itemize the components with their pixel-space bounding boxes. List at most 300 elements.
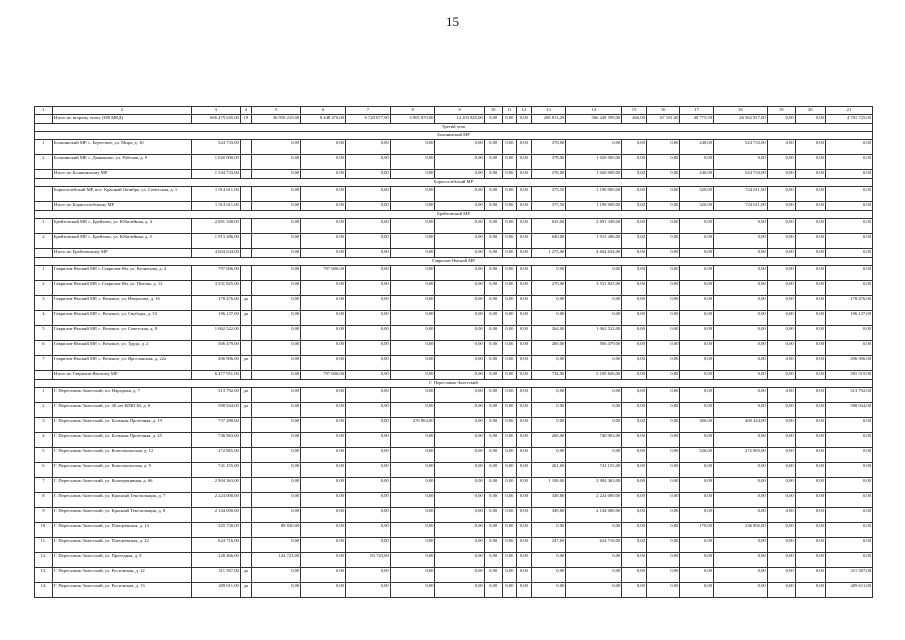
table-cell: 228 466,00	[191, 553, 240, 568]
table-cell: 0,00	[646, 140, 680, 155]
table-cell: 0,00	[714, 463, 768, 478]
table-cell: 0,00	[767, 281, 795, 296]
table-cell: 2	[35, 155, 53, 170]
table-cell: 0,00	[484, 140, 502, 155]
table-cell: 0,00	[795, 388, 825, 403]
address-cell: Г. Переславль-Залесский, пл. Народная, д. 7	[52, 388, 191, 403]
table-cell: 0,00	[484, 249, 502, 258]
table-cell: 0,00	[390, 448, 435, 463]
table-cell	[35, 187, 53, 202]
address-cell: Г. Переславль-Залесский, ул. Красный Текстильщик, д. 8	[52, 508, 191, 523]
table-cell: 2	[35, 281, 53, 296]
table-cell: 0,00	[435, 568, 484, 583]
table-cell: 0,00	[714, 553, 768, 568]
table-cell: 0,00	[301, 155, 346, 170]
table-cell: 0,00	[680, 296, 714, 311]
table-row	[35, 155, 873, 170]
table-cell: 1 913 286,00	[566, 234, 622, 249]
table-cell: 0,00	[301, 249, 346, 258]
table-cell: 0,00	[252, 493, 301, 508]
address-cell: Брейтовский МР, с. Брейтово, ул. Юбилейная, д. 5	[52, 234, 191, 249]
table-cell: 6	[35, 341, 53, 356]
table-cell: 0,00	[484, 433, 502, 448]
table-cell: 0,00	[795, 311, 825, 326]
table-cell: 0,00	[517, 170, 532, 179]
table-cell: 0,00	[714, 234, 768, 249]
table-cell: 0,00	[767, 356, 795, 371]
table-cell: 170,00	[680, 523, 714, 538]
table-cell: 0,00	[795, 219, 825, 234]
table-cell: 0,00	[435, 538, 484, 553]
table-cell: 0,00	[622, 266, 647, 281]
table-cell: 311 567,00	[191, 568, 240, 583]
table-cell: 0,00	[517, 583, 532, 598]
table-cell: 666 479 645,00	[191, 115, 240, 124]
address-cell: Итого по Гаврилов-Ямскому МР	[52, 371, 191, 380]
table-cell: 0,00	[484, 356, 502, 371]
table-cell: 1	[35, 140, 53, 155]
table-cell: 0,00	[502, 140, 517, 155]
table-cell	[35, 115, 53, 124]
table-cell: 0,00	[484, 371, 502, 380]
table-cell: 0,00	[301, 568, 346, 583]
table-cell: 0,00	[825, 266, 872, 281]
table-cell: 0,00	[301, 187, 346, 202]
table-cell: 0,00	[795, 115, 825, 124]
table-row	[35, 478, 873, 493]
table-cell: 0,00	[566, 568, 622, 583]
table-cell: 0,00	[252, 249, 301, 258]
table-row	[35, 311, 873, 326]
table-cell: 2 691 348,00	[566, 219, 622, 234]
table-cell: 0,00	[390, 356, 435, 371]
table-cell: 0,00	[345, 478, 390, 493]
table-cell: 0,00	[825, 463, 872, 478]
table-cell: 0,00	[345, 311, 390, 326]
table-cell: 200,00	[531, 341, 566, 356]
table-cell: 0,00	[484, 341, 502, 356]
table-cell: 0,00	[795, 266, 825, 281]
table-cell: 313 792,00	[191, 388, 240, 403]
table-cell: 0,00	[390, 493, 435, 508]
table-cell: 0,00	[345, 448, 390, 463]
table-cell: 0,00	[435, 493, 484, 508]
table-cell: 0,00	[517, 202, 532, 211]
section-title-row-label: Борисоглебский МР	[35, 179, 873, 187]
table-cell: 1	[35, 266, 53, 281]
table-cell: 0,00	[390, 326, 435, 341]
table-cell: 0,00	[767, 433, 795, 448]
table-cell: 11.	[35, 538, 53, 553]
table-cell: 0,00	[435, 508, 484, 523]
table-cell: 0,00	[252, 568, 301, 583]
table-cell: 741 155,00	[191, 463, 240, 478]
section-title-row	[35, 179, 873, 187]
table-cell	[240, 281, 251, 296]
table-cell: 0,00	[714, 249, 768, 258]
table-cell: 0,00	[345, 296, 390, 311]
table-cell: 0,00	[252, 140, 301, 155]
table-cell: 0,00	[484, 311, 502, 326]
table-cell: 0,00	[767, 249, 795, 258]
address-cell: Брейтовский МР, с. Брейтово, ул. Юбилейная, д. 4	[52, 219, 191, 234]
table-cell: 0,00	[622, 508, 647, 523]
table-cell: 0,00	[767, 388, 795, 403]
table-cell: 0,00	[566, 448, 622, 463]
table-cell: 0,00	[435, 371, 484, 380]
table-cell: 0,00	[435, 356, 484, 371]
table-cell: 0,00	[646, 234, 680, 249]
table-cell: 0,00	[566, 403, 622, 418]
table-cell	[35, 371, 53, 380]
table-cell: 0,00	[390, 568, 435, 583]
table-cell: 0,00	[566, 356, 622, 371]
table-cell: 0,00	[646, 219, 680, 234]
table-cell	[240, 463, 251, 478]
table-cell: 240,00	[680, 140, 714, 155]
table-cell: 0,00	[795, 433, 825, 448]
table-cell: 0,00	[252, 418, 301, 433]
table-row	[35, 493, 873, 508]
table-cell: 0,00	[517, 219, 532, 234]
table-cell: 0,00	[622, 463, 647, 478]
table-cell: 0,00	[517, 493, 532, 508]
table-cell: 0,00	[622, 583, 647, 598]
table-cell: 0,00	[301, 478, 346, 493]
table-cell	[240, 371, 251, 380]
table-cell: 0,00	[622, 523, 647, 538]
table-cell: 0,00	[390, 463, 435, 478]
table-cell: 0,00	[646, 463, 680, 478]
address-cell: Г. Переславль-Залесский, ул. Плещеевская, д. 22	[52, 538, 191, 553]
table-cell: 0,00	[252, 371, 301, 380]
table-cell: 0,00	[517, 388, 532, 403]
table-cell: 0,00	[795, 523, 825, 538]
table-cell: 0,00	[825, 219, 872, 234]
table-cell: 0,00	[252, 388, 301, 403]
stage-title-row-label: Третий этап	[35, 124, 873, 132]
table-cell: 0,00	[390, 553, 435, 568]
table-cell: 0,00	[714, 266, 768, 281]
address-cell: Болшинский МР, с. Дьяконово, ул. Рабочая, д. 9	[52, 155, 191, 170]
table-cell: 0,00	[517, 296, 532, 311]
table-cell: 0,00	[531, 418, 566, 433]
table-cell: 0,00	[435, 448, 484, 463]
table-cell: 0,00	[301, 583, 346, 598]
table-row	[35, 341, 873, 356]
column-header: 15	[622, 107, 647, 115]
table-cell: 0,00	[502, 388, 517, 403]
column-header: 6	[301, 107, 346, 115]
address-cell: Г. Переславль-Залесский, ул. Красный Текстильщик, д. 7	[52, 493, 191, 508]
table-cell: 0,00	[345, 388, 390, 403]
table-cell: 0,00	[252, 281, 301, 296]
table-cell: 0,00	[622, 448, 647, 463]
table-cell: 0,00	[301, 341, 346, 356]
table-cell: 0,00	[531, 568, 566, 583]
table-cell: 0,00	[795, 140, 825, 155]
table-row	[35, 296, 873, 311]
table-cell: 378,00	[531, 140, 566, 155]
table-row	[35, 356, 873, 371]
table-cell: 0,00	[252, 170, 301, 179]
table-cell: 0,00	[825, 538, 872, 553]
table-cell: 0,00	[517, 448, 532, 463]
table-cell: 6 720 677,00	[345, 115, 390, 124]
section-title-row-label: Гаврилов-Ямский МР	[35, 258, 873, 266]
table-cell: 0,00	[301, 388, 346, 403]
table-cell: 0,00	[680, 326, 714, 341]
table-cell: 0,00	[435, 296, 484, 311]
address-cell: Г. Переславль-Залесский, ул. Комсомольская, д. 9	[52, 463, 191, 478]
table-cell: 0,00	[622, 311, 647, 326]
table-cell: 8 448 476,00	[301, 115, 346, 124]
table-cell: 0,00	[252, 187, 301, 202]
table-cell: 0,00	[767, 448, 795, 463]
table-cell: 0,00	[435, 266, 484, 281]
table-cell: 260,00	[531, 433, 566, 448]
table-cell: 0,00	[345, 187, 390, 202]
table-cell: 0,00	[680, 568, 714, 583]
table-cell: 0,00	[517, 568, 532, 583]
table-cell: 0,00	[622, 403, 647, 418]
table-cell: 797 606,00	[191, 266, 240, 281]
table-cell: да	[240, 311, 251, 326]
table-cell: 0,00	[252, 219, 301, 234]
table-cell: 0,00	[767, 311, 795, 326]
table-cell: 0,00	[502, 478, 517, 493]
table-cell: 0,00	[646, 311, 680, 326]
table-cell: 0,00	[484, 568, 502, 583]
table-cell: 0,00	[767, 418, 795, 433]
table-cell: 0,00	[435, 202, 484, 211]
table-cell: 276 864,00	[390, 418, 435, 433]
table-cell: 0,00	[767, 463, 795, 478]
table-row	[35, 388, 873, 403]
table-cell: 0,00	[517, 403, 532, 418]
column-header: 17	[680, 107, 714, 115]
table-cell: 0,00	[767, 296, 795, 311]
table-cell: 0,00	[680, 371, 714, 380]
table-cell: 325 730,00	[191, 523, 240, 538]
table-cell: 206 906,00	[825, 356, 872, 371]
table-cell: 0,00	[484, 508, 502, 523]
table-cell: 0,00	[345, 266, 390, 281]
table-cell: 0,00	[484, 448, 502, 463]
table-cell: 0,00	[680, 266, 714, 281]
table-cell: 0,00	[517, 341, 532, 356]
table-cell: 0,00	[517, 508, 532, 523]
table-cell: 0,00	[301, 170, 346, 179]
table-cell: 0,00	[825, 493, 872, 508]
table-cell: 0,00	[767, 187, 795, 202]
table-cell: 524 733,00	[191, 140, 240, 155]
table-cell: 1 544 733,00	[191, 170, 240, 179]
table-cell: 0,00	[435, 523, 484, 538]
table-row	[35, 463, 873, 478]
table-cell: 0,00	[566, 418, 622, 433]
table-cell: 0,00	[646, 155, 680, 170]
table-row	[35, 523, 873, 538]
table-cell: 0,00	[531, 448, 566, 463]
table-cell: 0,00	[680, 478, 714, 493]
table-cell: 0,00	[646, 326, 680, 341]
table-cell: 0,00	[517, 371, 532, 380]
address-cell: Гаврилов-Ямский МР, с. Великое, ул. Труда, д. 2	[52, 341, 191, 356]
table-cell: 0,00	[795, 478, 825, 493]
table-cell: 0,00	[622, 219, 647, 234]
table-cell: 0,00	[252, 478, 301, 493]
table-cell: 0,00	[531, 553, 566, 568]
table-cell: 14.	[35, 583, 53, 598]
table-cell: 3 531 825,00	[191, 281, 240, 296]
column-header: 2	[52, 107, 191, 115]
table-cell: 0,00	[566, 583, 622, 598]
table-cell: 0,00	[795, 187, 825, 202]
table-cell: 0,00	[825, 508, 872, 523]
table-cell: 0,00	[825, 448, 872, 463]
table-cell: 1 914 611,00	[191, 187, 240, 202]
table-cell: 0,00	[301, 538, 346, 553]
table-cell: 0,00	[390, 403, 435, 418]
table-cell: 0,00	[680, 311, 714, 326]
table-cell: 0,00	[825, 170, 872, 179]
table-cell: 0,00	[767, 508, 795, 523]
table-cell: 0,00	[646, 553, 680, 568]
table-cell: 1 190 000,00	[566, 187, 622, 202]
table-cell: 0,00	[714, 403, 768, 418]
address-cell: Г. Переславль-Залесский, ул. Большая Протечная, д. 19	[52, 418, 191, 433]
table-cell: 0,00	[435, 463, 484, 478]
table-cell: 0,00	[301, 296, 346, 311]
table-cell: 2	[35, 234, 53, 249]
table-cell: 0,00	[517, 266, 532, 281]
table-cell: 36 950 210,00	[252, 115, 301, 124]
table-cell: 3	[35, 296, 53, 311]
table-cell: 0,00	[795, 326, 825, 341]
table-cell: 311 567,00	[825, 568, 872, 583]
table-cell: 1 020 000,00	[566, 155, 622, 170]
table-cell: 0,00	[566, 523, 622, 538]
table-cell: 4 604 634,00	[191, 249, 240, 258]
table-cell: 0,00	[301, 523, 346, 538]
table-cell: 0,00	[531, 583, 566, 598]
table-cell: 0,00	[825, 140, 872, 155]
table-cell: 67 101,00	[646, 115, 680, 124]
section-title-row	[35, 258, 873, 266]
section-title-row	[35, 211, 873, 219]
table-cell: 0,00	[714, 341, 768, 356]
table-cell: 797 606,00	[301, 266, 346, 281]
table-cell: 0,00	[714, 219, 768, 234]
table-cell: 0,00	[252, 326, 301, 341]
table-cell: 0,00	[390, 170, 435, 179]
table-row	[35, 281, 873, 296]
table-cell: 0,00	[566, 553, 622, 568]
table-cell: 0,00	[714, 478, 768, 493]
table-cell: 0,00	[680, 341, 714, 356]
table-cell: 0,00	[301, 202, 346, 211]
table-cell: 0,00	[646, 508, 680, 523]
table-cell: 0,00	[252, 155, 301, 170]
table-cell: 0,00	[484, 115, 502, 124]
table-cell	[240, 341, 251, 356]
table-row	[35, 508, 873, 523]
table-cell: 0,00	[767, 403, 795, 418]
table-cell: 0,00	[301, 356, 346, 371]
table-cell: 0,00	[622, 296, 647, 311]
table-cell: 0,00	[517, 553, 532, 568]
table-cell: 0,00	[646, 538, 680, 553]
table-cell: 0,00	[795, 553, 825, 568]
table-cell: 0,00	[517, 155, 532, 170]
table-cell: 6	[35, 463, 53, 478]
page-number: 15	[446, 14, 459, 29]
table-cell: 0,00	[795, 568, 825, 583]
table-cell: 0,00	[345, 155, 390, 170]
table-cell: 0,00	[646, 418, 680, 433]
table-cell: 0,00	[345, 583, 390, 598]
table-row	[35, 403, 873, 418]
table-cell: да	[240, 403, 251, 418]
table-cell: 0,00	[646, 371, 680, 380]
table-cell: 0,00	[795, 296, 825, 311]
table-cell: 0,00	[680, 583, 714, 598]
section-total-row	[35, 170, 873, 179]
table-cell	[240, 249, 251, 258]
table-cell: 0,00	[252, 296, 301, 311]
table-cell: 0,00	[502, 266, 517, 281]
table-cell: 0,00	[825, 249, 872, 258]
table-cell: 0,00	[390, 202, 435, 211]
table-cell: 0,00	[646, 341, 680, 356]
table-cell: 0,00	[435, 234, 484, 249]
table-cell: 0,00	[435, 249, 484, 258]
table-cell: 378,00	[531, 155, 566, 170]
column-header: 1	[35, 107, 53, 115]
table-cell: 0,00	[622, 249, 647, 258]
table-row	[35, 568, 873, 583]
table-cell: 0,00	[435, 140, 484, 155]
address-cell: Борисоглебский МР, пос. Красный Октябрь, ул. Советская, д. 1	[52, 187, 191, 202]
table-cell: 0,00	[767, 219, 795, 234]
table-cell: 209 611,00	[825, 583, 872, 598]
table-cell: 0,00	[680, 281, 714, 296]
table-cell: 0,00	[484, 418, 502, 433]
table-cell: 0,00	[825, 234, 872, 249]
table-cell: 0,00	[345, 508, 390, 523]
table-cell: 270,00	[531, 281, 566, 296]
address-cell: Г. Переславль-Залесский, ул. Проездная, д. 8	[52, 553, 191, 568]
grand-total-row	[35, 115, 873, 124]
table-cell: 0,00	[484, 281, 502, 296]
table-cell: 0,00	[435, 155, 484, 170]
table-cell: 0,00	[502, 187, 517, 202]
table-cell: 0,00	[502, 115, 517, 124]
table-cell	[240, 523, 251, 538]
table-cell: 0,00	[714, 371, 768, 380]
table-cell: 0,00	[502, 463, 517, 478]
table-cell: 0,00	[767, 170, 795, 179]
table-cell: 0,00	[714, 356, 768, 371]
table-cell: 734,00	[531, 371, 566, 380]
table-cell: 0,00	[825, 523, 872, 538]
table-cell: 0,00	[390, 478, 435, 493]
table-cell: 0,00	[390, 140, 435, 155]
table-cell: 0,00	[252, 433, 301, 448]
table-cell: 0,00	[825, 553, 872, 568]
table-cell: 264,00	[531, 326, 566, 341]
